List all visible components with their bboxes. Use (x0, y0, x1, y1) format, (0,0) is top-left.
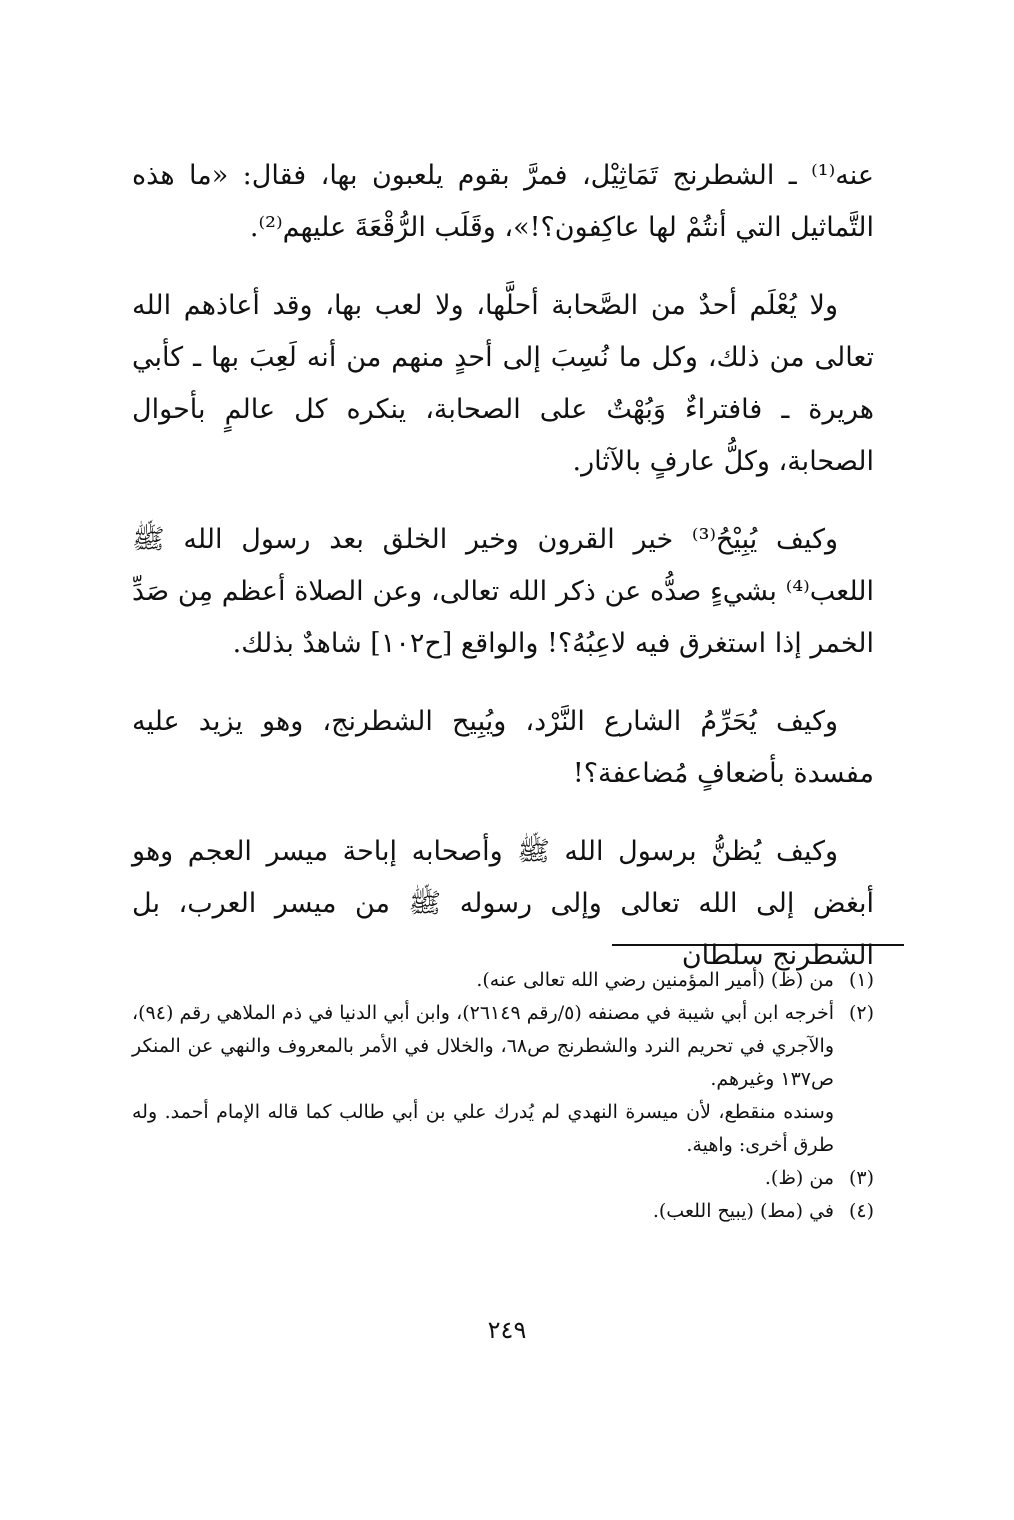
footnote-separator (612, 944, 904, 946)
footnote-2 (132, 997, 874, 1096)
footnote-number: (٤) (848, 1200, 874, 1222)
footnote-text: أخرجه ابن أبي شيبة في مصنفه (٥/رقم ٢٦١٤٩)، وابن أبي الدنيا في ذم الملاهي رقم (٩٤)، والآجري في تحريم النرد والشطرنج ص٦٨، والخلال في الأمر بالمعروف والنهي عن المنكر ص١٣٧ وغيرهم. (132, 1002, 835, 1090)
paragraph-5: وكيف يُظنُّ برسول الله ﷺ وأصحابه إباحة ميسر العجم وهو أبغض إلى الله تعالى وإلى رسوله ﷺ من ميسر العرب، بل الشطرنج سلطان (132, 836, 874, 971)
footnote-number: (٢) (848, 1002, 874, 1024)
page-number: ٢٤٩ (487, 1316, 527, 1344)
footnote-text: من (ظ) (أمير المؤمنين رضي الله تعالى عنه). (476, 969, 834, 991)
body-text (132, 150, 874, 1008)
footnote-4 (132, 1195, 874, 1228)
footnote-3 (132, 1162, 874, 1195)
footnote-2-continuation: وسنده منقطع، لأن ميسرة النهدي لم يُدرك علي بن أبي طالب كما قاله الإمام أحمد. وله طرق أخرى: واهية. (132, 1101, 834, 1156)
paragraph-1: عنه⁽¹⁾ ـ الشطرنج تَمَاثِيْل، فمرَّ بقوم يلعبون بها، فقال: «ما هذه التَّماثيل التي أنتُمْ لها عاكِفون؟!»، وقَلَب الرُّقْعَةَ عليهم⁽²⁾. (132, 160, 874, 243)
paragraph-3: وكيف يُبِيْحُ⁽³⁾ خير القرون وخير الخلق بعد رسول الله ﷺ اللعب⁽⁴⁾ بشيءٍ صدُّه عن ذكر الله تعالى، وعن الصلاة أعظم مِن صَدِّ الخمر إذا استغرق فيه لاعِبُهُ؟! والواقع [ح١٠٢] شاهدٌ بذلك. (132, 524, 874, 659)
paragraph-2: ولا يُعْلَم أحدٌ من الصَّحابة أحلَّها، ولا لعب بها، وقد أعاذهم الله تعالى من ذلك، وكل ما نُسِبَ إلى أحدٍ منهم من أنه لَعِبَ بها ـ كأبي هريرة ـ فافتراءٌ وَبُهْتٌ على الصحابة، ينكره كل عالمٍ بأحوال الصحابة، وكلُّ عارفٍ بالآثار. (132, 290, 874, 477)
footnotes (132, 964, 874, 1228)
footnote-1 (132, 964, 874, 997)
footnote-text: من (ظ). (764, 1167, 834, 1189)
footnote-number: (١) (848, 969, 874, 991)
footnote-text: في (مط) (يبيح اللعب). (652, 1200, 834, 1222)
paragraph-4: وكيف يُحَرِّمُ الشارع النَّرْد، ويُبِيح الشطرنج، وهو يزيد عليه مفسدة بأضعافٍ مُضاعفة؟! (132, 706, 874, 789)
footnote-number: (٣) (848, 1167, 874, 1189)
